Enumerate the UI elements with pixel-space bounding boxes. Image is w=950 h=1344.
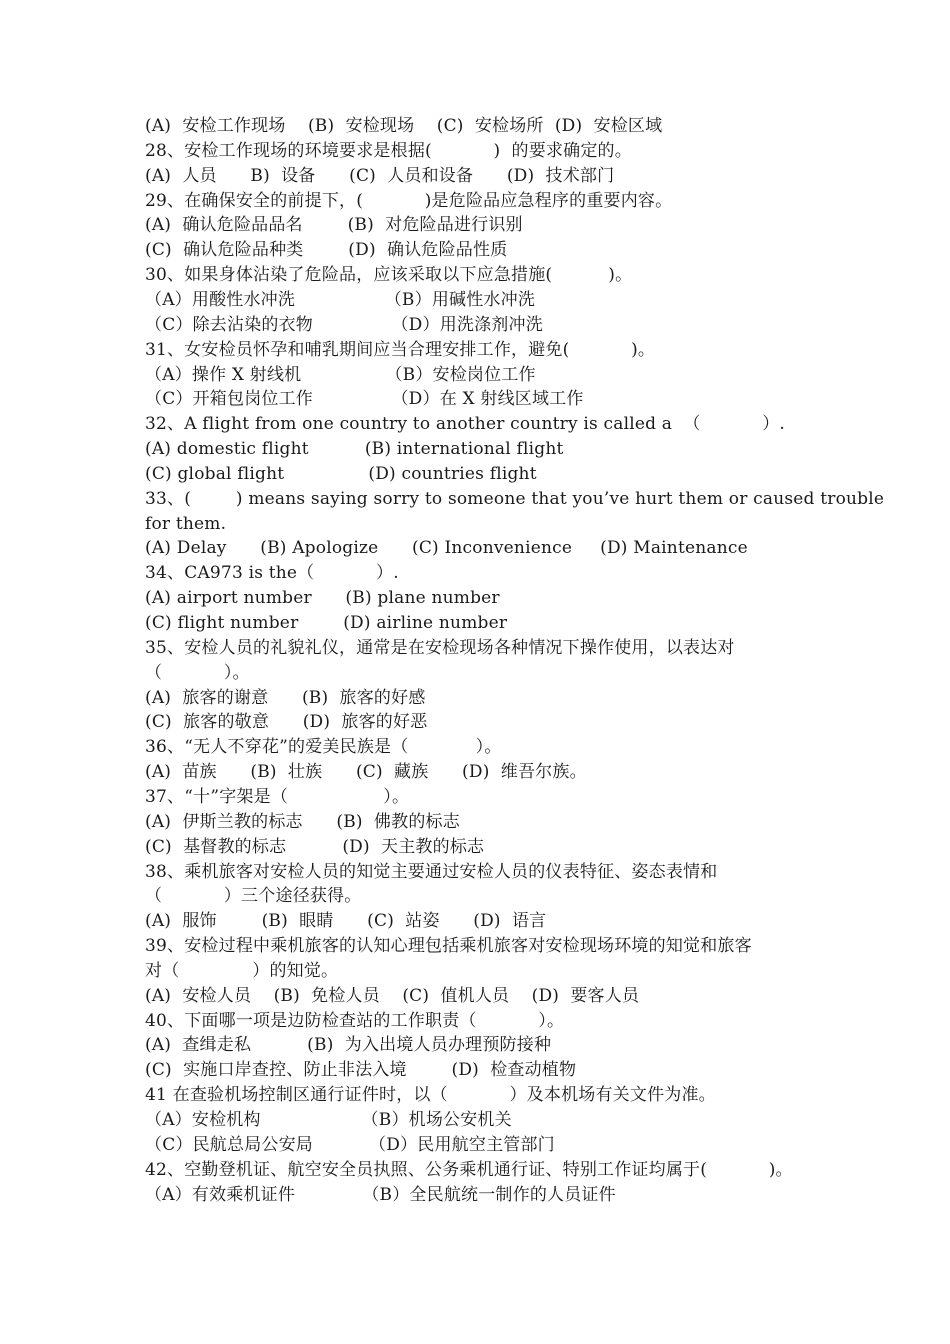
text-line: (C) global flight (D) countries flight: [145, 463, 537, 484]
text-line: 38、乘机旅客对安检人员的知觉主要通过安检人员的仪表特征、姿态表情和: [145, 861, 718, 882]
text-line: 36、“无人不穿花”的爱美民族是（ ）。: [145, 737, 502, 758]
text-line: (A) domestic flight (B) international flight: [145, 439, 564, 460]
text-line: 37、“十”字架是（ ）。: [145, 786, 410, 807]
text-line: （ ）三个途径获得。: [145, 886, 362, 907]
text-line: 对（ ）的知觉。: [145, 960, 339, 981]
text-line: for them.: [145, 513, 227, 534]
text-line: （ ）。: [145, 662, 250, 683]
text-line: (C) 旅客的敬意 (D) 旅客的好恶: [145, 712, 428, 733]
text-line: 31、女安检员怀孕和哺乳期间应当合理安排工作，避免( )。: [145, 339, 656, 360]
text-line: 42、空勤登机证、航空安全员执照、公务乘机通行证、特别工作证均属于( )。: [145, 1159, 793, 1180]
text-line: (A) 安检工作现场 (B) 安检现场 (C) 安检场所 (D) 安检区域: [145, 116, 663, 136]
text-line: （A）有效乘机证件 （B）全民航统一制作的人员证件: [145, 1184, 616, 1205]
text-line: (C) 实施口岸查控、防止非法入境 (D) 检查动植物: [145, 1060, 577, 1081]
text-line: 32、A flight from one country to another country is called a （ ）.: [145, 414, 785, 435]
text-line: (A) 查缉走私 (B) 为入出境人员办理预防接种: [145, 1035, 552, 1056]
text-line: (A) 安检人员 (B) 免检人员 (C) 值机人员 (D) 要客人员: [145, 985, 640, 1006]
text-line: (C) flight number (D) airline number: [145, 613, 508, 633]
text-line: (A) 伊斯兰教的标志 (B) 佛教的标志: [145, 811, 460, 832]
text-line: (A) 旅客的谢意 (B) 旅客的好感: [145, 687, 426, 708]
text-line: 28、安检工作现场的环境要求是根据( ) 的要求确定的。: [145, 140, 632, 161]
text-line: 40、下面哪一项是边防检查站的工作职责（ ）。: [145, 1010, 565, 1031]
text-line: 34、CA973 is the（ ）.: [145, 563, 399, 584]
text-line: (A) 确认危险品品名 (B) 对危险品进行识别: [145, 215, 523, 236]
text-line: （C）民航总局公安局 （D）民用航空主管部门: [145, 1134, 555, 1155]
text-line: (A) Delay (B) Apologize (C) Inconvenience (D) Maintenance: [145, 538, 748, 559]
text-line: (A) 服饰 (B) 眼睛 (C) 站姿 (D) 语言: [145, 911, 547, 932]
text-line: (A) airport number (B) plane number: [145, 588, 500, 609]
text-line: （C）除去沾染的衣物 （D）用洗涤剂冲洗: [145, 314, 543, 335]
text-line: (C) 确认危险品种类 (D) 确认危险品性质: [145, 240, 508, 261]
text-line: 41 在查验机场控制区通行证件时，以（ ）及本机场有关文件为准。: [145, 1085, 716, 1106]
text-line: （C）开箱包岗位工作 （D）在 X 射线区域工作: [145, 389, 584, 410]
text-line: 35、安检人员的礼貌礼仪，通常是在安检现场各种情况下操作使用，以表达对: [145, 637, 735, 658]
text-line: 29、在确保安全的前提下，( )是危险品应急程序的重要内容。: [145, 190, 673, 211]
text-line: (C) 基督教的标志 (D) 天主教的标志: [145, 836, 485, 857]
text-line: (A) 人员 B) 设备 (C) 人员和设备 (D) 技术部门: [145, 165, 615, 186]
text-line: （A）操作 X 射线机 （B）安检岗位工作: [145, 364, 536, 385]
text-line: (A) 苗族 (B) 壮族 (C) 藏族 (D) 维吾尔族。: [145, 762, 587, 783]
text-line: 33、( ) means saying sorry to someone that you’ve hurt them or caused trouble: [145, 488, 885, 509]
text-line: 30、如果身体沾染了危险品，应该采取以下应急措施( )。: [145, 265, 633, 286]
text-line: （A）用酸性水冲洗 （B）用碱性水冲洗: [145, 289, 536, 310]
text-line: （A）安检机构 （B）机场公安机关: [145, 1110, 512, 1130]
text-line: 39、安检过程中乘机旅客的认知心理包括乘机旅客对安检现场环境的知觉和旅客: [145, 936, 752, 957]
